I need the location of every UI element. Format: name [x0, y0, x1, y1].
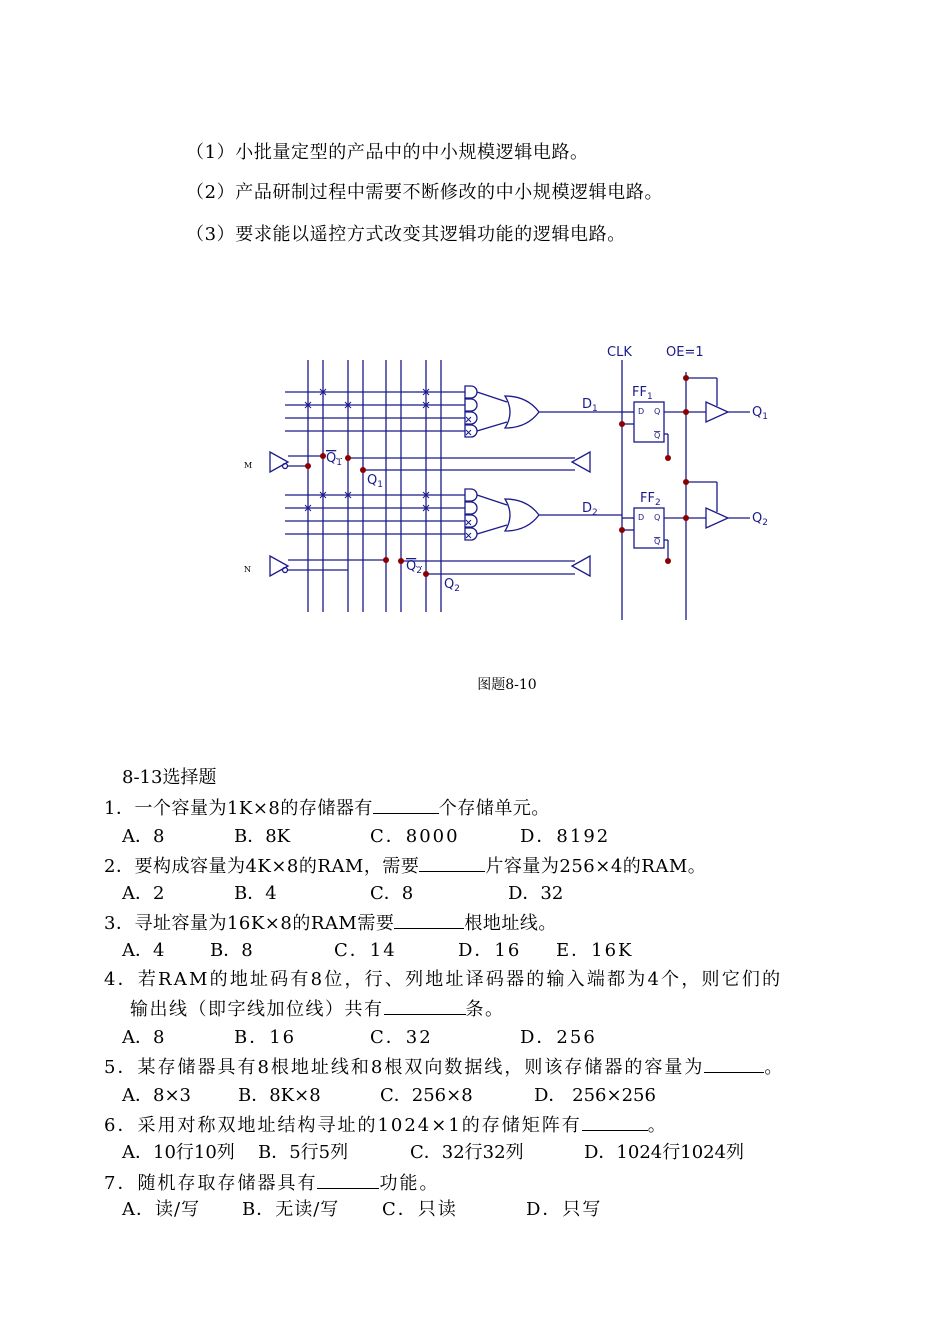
answer-blank-2 — [419, 853, 485, 872]
answer-blank-3 — [394, 910, 464, 929]
q1-option-a: A．8 — [122, 826, 165, 847]
q4-option-b: B．16 — [234, 1027, 297, 1048]
question-2: 2．要构成容量为4K×8的RAM，需要 片容量为256×4的RAM。 — [104, 853, 706, 879]
q1bar-label: Q — [326, 451, 337, 466]
svg-text:Q1 — [326, 451, 342, 468]
q2-out-label: Q — [752, 511, 763, 526]
q2-label: Q — [444, 577, 455, 592]
intro-item-2: （2）产品研制过程中需要不断修改的中小规模逻辑电路。 — [186, 182, 664, 203]
q3-option-a: A．4 — [122, 940, 165, 961]
q2-option-c: C．8 — [370, 883, 414, 904]
q2-option-b: B．4 — [234, 883, 277, 904]
q4-option-c: C．32 — [370, 1027, 433, 1048]
ff1-sub: 1 — [646, 392, 653, 402]
q5-option-c: C．256×8 — [380, 1085, 473, 1106]
ff2-sub: 2 — [654, 498, 661, 508]
answer-blank-5 — [704, 1054, 764, 1073]
question-3: 3．寻址容量为16K×8的RAM需要 根地址线。 — [104, 910, 557, 936]
q6-option-b: B．5行5列 — [258, 1142, 349, 1163]
ff1-q: Q — [654, 407, 661, 416]
pla-circuit-diagram — [230, 330, 790, 630]
m-label: M — [244, 461, 253, 470]
q5-option-d: D． 256×256 — [534, 1085, 656, 1106]
q5-option-a: A．8×3 — [122, 1085, 191, 1106]
intro-item-3: （3）要求能以遥控方式改变其逻辑功能的逻辑电路。 — [186, 224, 626, 245]
q2bar-label: Q — [406, 559, 417, 574]
question-4-line-2: 输出线（即字线加位线）共有 条。 — [130, 996, 505, 1022]
q3-option-c: C．14 — [334, 940, 397, 961]
ff2-qbar: Q — [654, 537, 661, 546]
clk-label: CLK — [607, 345, 632, 360]
answer-blank-1 — [373, 795, 439, 814]
oe-label: OE=1 — [666, 345, 704, 360]
q3-option-e: E．16K — [556, 940, 634, 961]
q7-option-d: D．只写 — [526, 1199, 603, 1220]
q2-option-a: A．2 — [122, 883, 165, 904]
ff1-label: FF — [632, 385, 647, 400]
q1bar-sub: 1 — [336, 458, 342, 468]
d1-sub: 1 — [592, 404, 598, 414]
q5-option-b: B．8K×8 — [238, 1085, 321, 1106]
q6-option-c: C．32行32列 — [410, 1142, 524, 1163]
q1-out-sub: 1 — [762, 412, 768, 422]
ff2-q: Q — [654, 513, 661, 522]
question-5: 5．某存储器具有8根地址线和8根双向数据线，则该存储器的容量为 。 — [104, 1054, 784, 1080]
q7-option-b: B．无读/写 — [242, 1199, 340, 1220]
d1-label: D — [582, 397, 593, 412]
answer-blank-4 — [384, 996, 466, 1015]
answer-blank-6 — [582, 1112, 648, 1131]
intro-item-1: （1）小批量定型的产品中的中小规模逻辑电路。 — [186, 142, 589, 163]
svg-text:D1 — [582, 397, 598, 414]
q7-option-a: A．读/写 — [122, 1199, 201, 1220]
svg-text:Q1 — [752, 405, 768, 422]
section-title: 8-13选择题 — [122, 767, 217, 788]
question-7: 7．随机存取存储器具有 功能。 — [104, 1170, 439, 1196]
q1-label: Q — [367, 473, 378, 488]
svg-text:FF2 — [640, 491, 661, 508]
question-6: 6．采用对称双地址结构寻址的1024×1的存储矩阵有 。 — [104, 1112, 668, 1138]
svg-text:D2 — [582, 501, 598, 518]
q6-option-a: A．10行10列 — [122, 1142, 235, 1163]
ff1-d: D — [638, 407, 645, 416]
q1-option-b: B．8K — [234, 826, 291, 847]
answer-blank-7 — [317, 1170, 379, 1189]
q4-option-d: D．256 — [520, 1027, 597, 1048]
d2-sub: 2 — [592, 508, 598, 518]
q1-option-c: C．8000 — [370, 826, 460, 847]
figure-caption: 图题8-10 — [477, 677, 537, 693]
q3-option-d: D．16 — [458, 940, 522, 961]
q6-option-d: D．1024行1024列 — [584, 1142, 745, 1163]
svg-text:Q2 — [444, 577, 460, 594]
d2-label: D — [582, 501, 593, 516]
ff1-qbar: Q — [654, 431, 661, 440]
q2-sub: 2 — [454, 584, 460, 594]
svg-text:Q2 — [752, 511, 768, 528]
svg-text:Q1 — [367, 473, 383, 490]
q4-option-a: A．8 — [122, 1027, 165, 1048]
ff2-d: D — [638, 513, 645, 522]
q1-sub: 1 — [377, 480, 383, 490]
ff2-label: FF — [640, 491, 655, 506]
n-label: N — [244, 565, 251, 574]
q3-option-b: B．8 — [210, 940, 253, 961]
q1-out-label: Q — [752, 405, 763, 420]
question-4: 4．若RAM的地址码有8位，行、列地址译码器的输入端都为4个，则它们的 — [104, 969, 783, 990]
q2-option-d: D．32 — [508, 883, 564, 904]
q2-out-sub: 2 — [762, 518, 768, 528]
svg-text:FF1 — [632, 385, 653, 402]
q1-option-d: D．8192 — [520, 826, 611, 847]
q2bar-sub: 2 — [416, 566, 422, 576]
question-1: 1．一个容量为1K×8的存储器有 个存储单元。 — [104, 795, 550, 821]
q7-option-c: C．只读 — [382, 1199, 458, 1220]
